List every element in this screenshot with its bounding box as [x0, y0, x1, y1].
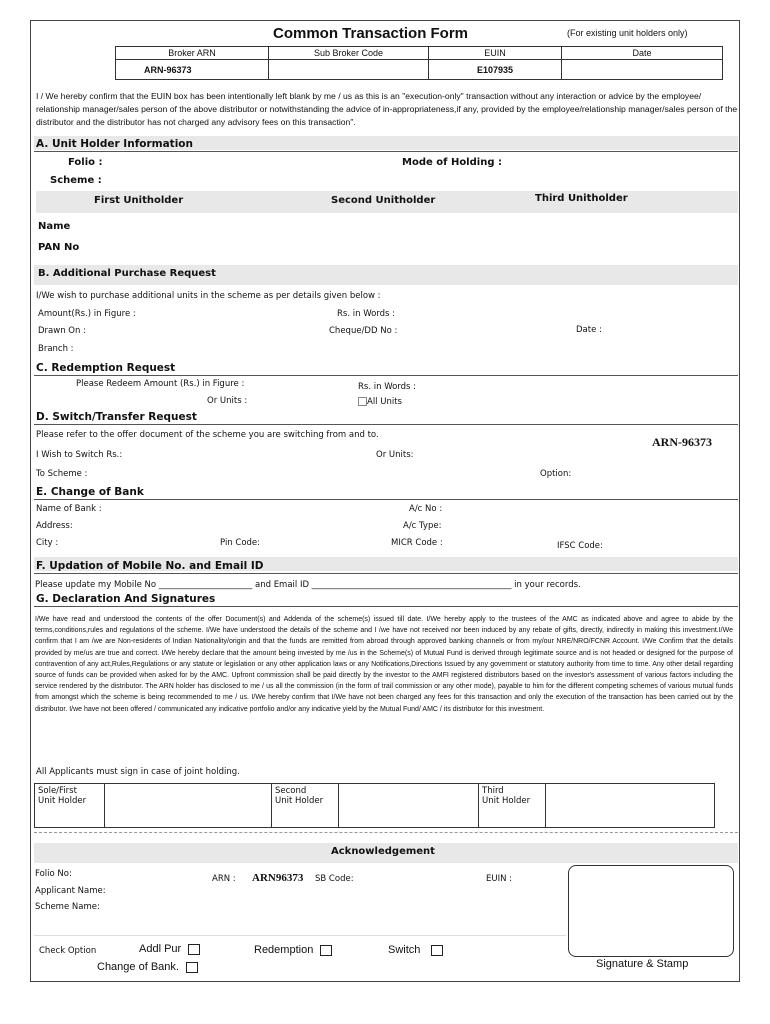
- bank-name-label: Name of Bank :: [36, 504, 102, 514]
- city-label: City :: [36, 538, 59, 548]
- pin-label: Pin Code:: [220, 538, 261, 548]
- section-c-title: C. Redemption Request: [36, 362, 176, 374]
- sign-second-label: Second Unit Holder: [272, 784, 339, 828]
- broker-table: [115, 46, 723, 80]
- pan-label: PAN No: [38, 242, 80, 253]
- ack-scheme-label: Scheme Name:: [35, 902, 100, 912]
- ack-folio-label: Folio No:: [35, 869, 72, 879]
- sign-third-box[interactable]: [546, 784, 715, 828]
- addl-pur-checkbox[interactable]: [188, 944, 200, 955]
- all-units-option[interactable]: [358, 397, 402, 407]
- section-f-header: [34, 560, 738, 574]
- section-a-header: [34, 138, 738, 152]
- section-a-title: A. Unit Holder Information: [36, 138, 193, 150]
- purchase-date-label: Date :: [576, 325, 602, 335]
- option-redemption[interactable]: [254, 944, 332, 956]
- redemption-label: Redemption: [254, 944, 314, 956]
- form-frame: [30, 20, 740, 982]
- ack-arn-label: ARN :: [212, 874, 236, 884]
- tear-line: [34, 832, 738, 833]
- folio-label: Folio :: [68, 157, 103, 168]
- all-units-checkbox[interactable]: [358, 397, 367, 406]
- change-bank-label: Change of Bank.: [97, 961, 179, 973]
- section-e-title: E. Change of Bank: [36, 486, 144, 498]
- branch-label: Branch :: [38, 344, 74, 354]
- scheme-label: Scheme :: [50, 175, 102, 186]
- section-e-header: [34, 486, 738, 500]
- option-switch[interactable]: [388, 944, 443, 956]
- second-holder-label: Second Unitholder: [331, 195, 436, 206]
- section-f-title: F. Updation of Mobile No. and Email ID: [36, 560, 264, 572]
- section-c-header: [34, 362, 738, 376]
- ac-no-label: A/c No :: [409, 504, 443, 514]
- euin-value[interactable]: E107935: [429, 60, 562, 80]
- redeem-words-label: Rs. in Words :: [358, 382, 417, 392]
- ack-title: Acknowledgement: [331, 846, 435, 857]
- col-sub-broker: Sub Broker Code: [269, 47, 429, 60]
- section-b-title: B. Additional Purchase Request: [38, 268, 216, 279]
- micr-label: MICR Code :: [391, 538, 443, 548]
- drawn-on-label: Drawn On :: [38, 326, 86, 336]
- switch-rs-label: I Wish to Switch Rs.:: [36, 450, 123, 460]
- section-d-header: [34, 411, 738, 425]
- to-scheme-label: To Scheme :: [36, 469, 88, 479]
- name-label: Name: [38, 221, 71, 232]
- sign-first-box[interactable]: [105, 784, 272, 828]
- ack-divider: [34, 935, 566, 936]
- mobile-email-text: Please update my Mobile No ______________________ and Email ID _______________________________________________ in your records.: [35, 580, 581, 590]
- ifsc-label: IFSC Code:: [557, 541, 603, 551]
- switch-option-label: Option:: [540, 469, 572, 479]
- declaration-paragraph: I/We have read and understood the contents of the offer Document(s) and Addenda of the scheme(s) issued till date. I/We hereby apply to the trustees of the AMC as indicated above and agree to abide by the terms,conditions,rules and regulations of the scheme. I/We have understood the details of the scheme and I /we have not received nor been induced by any rebate of gifts, directly, indirectly in making this investment.I/We confirm that I am /we are Non-residents of Indian Nationality/origin and that the funds are remitted from abroad through approved banking channels or from my/our NRE/NRO/FCNR Account. I/We Confirm that the details provided by me/us are true and correct. I/We hereby declare that the amount being invested by me /us in the Scheme(s) of Mutual Fund is derived through legitimate source and is not headed or designed for the purpose of contravention of any act,Rules,Regulations or any statute or legislation or any other application laws or any Notifications,Directions Issued by any government or statutory authority from time to time. Any other detail regarding source of funds can be provided when asked for by the AMC. Upfront commission shall be paid directly by the investor to the AMFI registered distributors based on the investor's assessment of various factors including the service rendered by the distributor. The ARN holder has disclosed to me / us all the commission (in the form of trail commission or any other mode), payable to him for the different competing schemes of various mutual funds from amongst which the scheme is being recommended to me / us. I/We hereby confirm that I/We have not been charged any fees for this transaction and only the execution of the transaction has been carried out by the distributor. I/we have not been offered / communicated any indicative portfolio and/or any indicative yield by the Mutual Fund/ AMC / its distributor for this investment.: [35, 616, 733, 713]
- option-addl-pur[interactable]: [139, 943, 200, 955]
- switch-units-label: Or Units:: [376, 450, 414, 460]
- switch-intro: Please refer to the offer document of the scheme you are switching from and to.: [36, 430, 379, 440]
- redeem-amount-label: Please Redeem Amount (Rs.) in Figure :: [76, 379, 245, 389]
- ack-sb-code-label: SB Code:: [315, 874, 354, 884]
- purchase-amount-label: Amount(Rs.) in Figure :: [38, 309, 136, 319]
- section-g-header: [34, 593, 738, 607]
- switch-arn: ARN-96373: [652, 435, 712, 449]
- col-date: Date: [562, 47, 723, 60]
- third-holder-label: Third Unitholder: [535, 193, 628, 204]
- col-euin: EUIN: [429, 47, 562, 60]
- switch-checkbox[interactable]: [431, 945, 443, 956]
- addl-pur-label: Addl Pur: [139, 943, 182, 955]
- date-value[interactable]: [562, 60, 723, 80]
- sign-second-box[interactable]: [339, 784, 479, 828]
- address-label: Address:: [36, 521, 73, 531]
- all-units-label: All Units: [367, 397, 402, 407]
- ac-type-label: A/c Type:: [403, 521, 442, 531]
- signature-stamp-box[interactable]: [568, 865, 734, 957]
- redeem-units-label: Or Units :: [207, 396, 248, 406]
- col-broker-arn: Broker ARN: [116, 47, 269, 60]
- broker-arn-value[interactable]: ARN-96373: [116, 60, 269, 80]
- first-holder-label: First Unitholder: [94, 195, 184, 206]
- signature-table: [34, 783, 715, 828]
- mode-holding-label: Mode of Holding :: [402, 157, 502, 168]
- switch-label: Switch: [388, 944, 421, 956]
- check-option-label: Check Option: [39, 946, 97, 956]
- ack-euin-label: EUIN :: [486, 874, 513, 884]
- section-d-title: D. Switch/Transfer Request: [36, 411, 197, 423]
- euin-declaration: I / We hereby confirm that the EUIN box has been intentionally left blank by me / us as this is an "execution-only" transaction without any interaction or advice by the employee/ relationship manager/sales person of the above distributor or notwithstanding the advice of in-appropriateness,if any, provided by the employee/relationship manager/sales person of the distributor and the distributor has not charged any advisory fees on this transaction".: [36, 91, 738, 127]
- form-note: (For existing unit holders only): [567, 28, 688, 38]
- option-change-bank[interactable]: [97, 961, 198, 973]
- purchase-intro: I/We wish to purchase additional units in the scheme as per details given below :: [36, 291, 381, 301]
- ack-arn-value: ARN96373: [252, 872, 304, 884]
- sign-note: All Applicants must sign in case of joint holding.: [36, 767, 240, 777]
- section-g-title: G. Declaration And Signatures: [36, 593, 216, 605]
- ack-applicant-label: Applicant Name:: [35, 886, 106, 896]
- sign-third-label: Third Unit Holder: [479, 784, 546, 828]
- purchase-words-label: Rs. in Words :: [337, 309, 396, 319]
- form-title: Common Transaction Form: [273, 25, 469, 42]
- sign-first-label: Sole/First Unit Holder: [35, 784, 105, 828]
- signature-stamp-label: Signature & Stamp: [596, 958, 689, 970]
- change-bank-checkbox[interactable]: [186, 962, 198, 973]
- cheque-label: Cheque/DD No :: [329, 326, 398, 336]
- redemption-checkbox[interactable]: [320, 945, 332, 956]
- sub-broker-value[interactable]: [269, 60, 429, 80]
